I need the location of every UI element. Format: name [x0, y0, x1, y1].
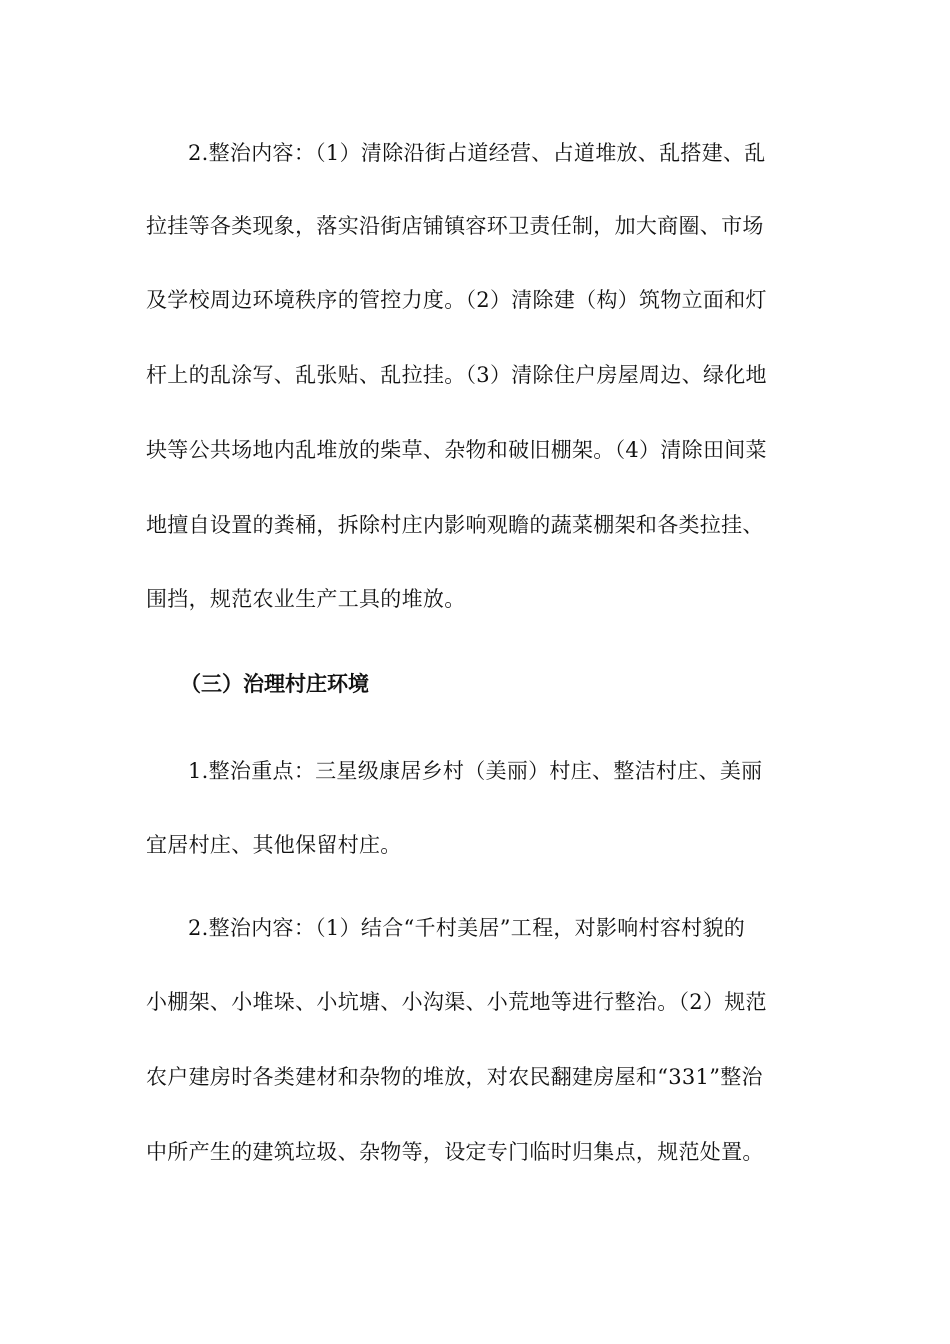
- paragraph-line: 块等公共场地内乱堆放的柴草、杂物和破旧棚架。（4）清除田间菜: [146, 438, 767, 462]
- paragraph-line: 2.整治内容：（1）结合“千村美居”工程，对影响村容村貌的: [188, 916, 746, 940]
- paragraph-line: 宜居村庄、其他保留村庄。: [146, 833, 402, 857]
- section-heading: （三）治理村庄环境: [180, 672, 369, 696]
- paragraph-line: 2.整治内容：（1）清除沿街占道经营、占道堆放、乱搭建、乱: [188, 141, 766, 165]
- paragraph-line: 及学校周边环境秩序的管控力度。（2）清除建（构）筑物立面和灯: [146, 288, 767, 312]
- paragraph-line: 拉挂等各类现象，落实沿街店铺镇容环卫责任制，加大商圈、市场: [146, 214, 764, 238]
- paragraph-line: 1.整治重点：三星级康居乡村（美丽）村庄、整洁村庄、美丽: [188, 759, 763, 783]
- paragraph-line: 小棚架、小堆垛、小坑塘、小沟渠、小荒地等进行整治。（2）规范: [146, 990, 767, 1014]
- paragraph-line: 围挡，规范农业生产工具的堆放。: [146, 587, 466, 611]
- paragraph-line: 中所产生的建筑垃圾、杂物等，设定专门临时归集点，规范处置。: [146, 1140, 764, 1164]
- paragraph-line: 农户建房时各类建材和杂物的堆放，对农民翻建房屋和“331”整治: [146, 1065, 763, 1089]
- paragraph-line: 杆上的乱涂写、乱张贴、乱拉挂。（3）清除住户房屋周边、绿化地: [146, 363, 767, 387]
- paragraph-line: 地擅自设置的粪桶，拆除村庄内影响观瞻的蔬菜棚架和各类拉挂、: [146, 513, 764, 537]
